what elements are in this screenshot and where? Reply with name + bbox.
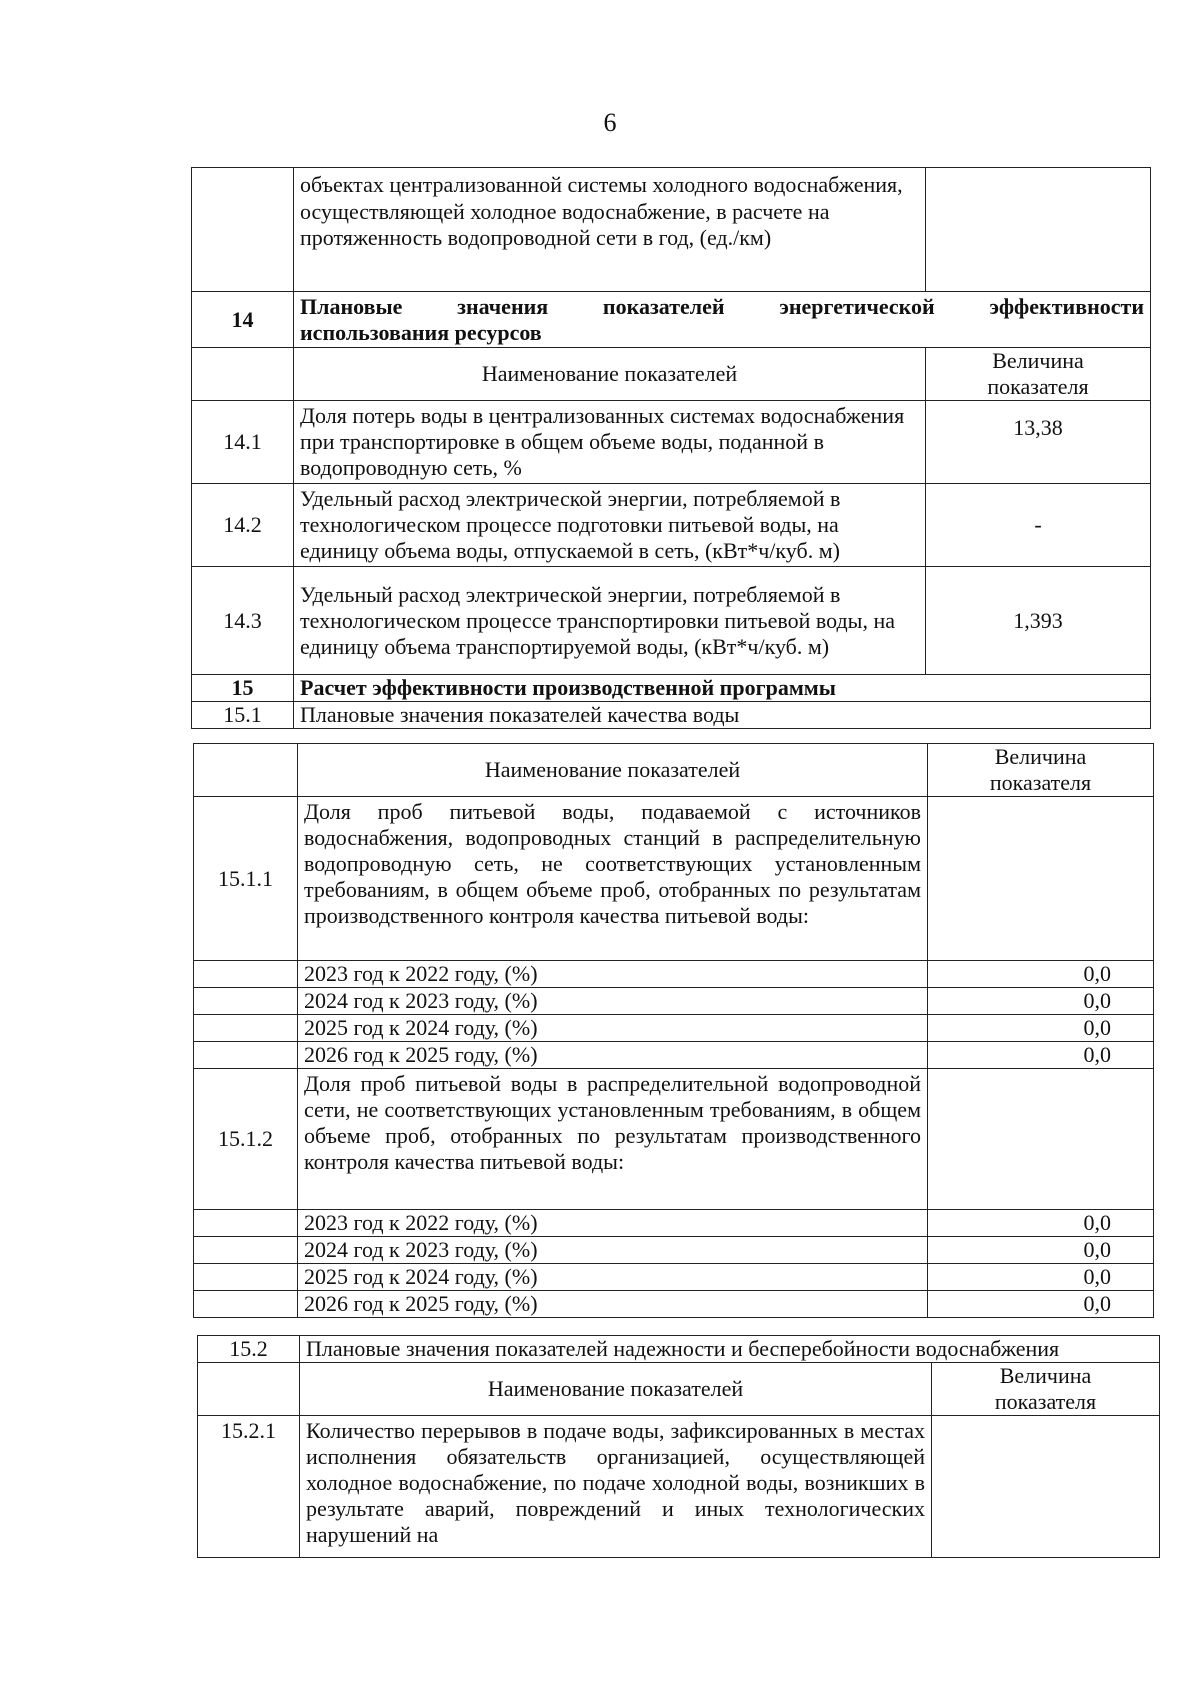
table-row <box>192 168 1151 292</box>
section-number: 14 <box>192 292 294 348</box>
subsection-15-1-row <box>192 702 1151 729</box>
year-number-cell <box>194 1015 298 1042</box>
table-row <box>192 401 1151 484</box>
header-name: Наименование показателей <box>294 348 926 401</box>
row-text: Доля проб питьевой воды, подаваемой с источников водоснабжения, водопроводных станций в распределительную водопроводную сеть, не соответствующих установленным требованиям, в общем объеме проб, отобранных по результатам производственного контроля качества питьевой воды: <box>298 797 928 961</box>
header-name: Наименование показателей <box>300 1363 932 1416</box>
table-row <box>198 1416 1160 1558</box>
table-row <box>192 567 1151 675</box>
year-number-cell <box>194 1291 298 1318</box>
year-row <box>194 1291 1154 1318</box>
year-row <box>194 961 1154 988</box>
header-row <box>198 1363 1160 1416</box>
row-value-cell <box>926 168 1151 292</box>
year-label: 2025 год к 2024 году, (%) <box>298 1264 928 1291</box>
section-14-row <box>192 292 1151 348</box>
year-label: 2024 год к 2023 году, (%) <box>298 988 928 1015</box>
table-row <box>194 797 1154 961</box>
row-number: 15.1.2 <box>194 1069 298 1210</box>
row-text: Удельный расход электрической энергии, потребляемой в технологическом процессе подготовки питьевой воды, на единицу объема воды, отпускаемой в сеть, (кВт*ч/куб. м) <box>294 484 926 567</box>
year-number-cell <box>194 961 298 988</box>
year-row <box>194 1042 1154 1069</box>
header-number-cell <box>194 744 298 797</box>
header-name: Наименование показателей <box>298 744 928 797</box>
year-label: 2026 год к 2025 году, (%) <box>298 1291 928 1318</box>
row-value: 1,393 <box>926 567 1151 675</box>
header-number-cell <box>192 348 294 401</box>
header-row <box>194 744 1154 797</box>
row-value-cell <box>928 1069 1154 1210</box>
header-number-cell <box>198 1363 300 1416</box>
row-number: 15.2.1 <box>198 1416 300 1558</box>
indicators-table-part-3 <box>197 1335 1160 1558</box>
table-row <box>194 1069 1154 1210</box>
section-title-line-2: использования ресурсов <box>300 319 542 345</box>
year-value: 0,0 <box>928 988 1154 1015</box>
year-value: 0,0 <box>928 1291 1154 1318</box>
header-value: Величина показателя <box>932 1363 1160 1416</box>
section-title: Расчет эффективности производственной программы <box>294 675 1151 702</box>
year-number-cell <box>194 1042 298 1069</box>
year-label: 2023 год к 2022 году, (%) <box>298 1210 928 1237</box>
indicators-table-part-1 <box>191 167 1151 729</box>
year-row <box>194 1210 1154 1237</box>
header-row <box>192 348 1151 401</box>
subsection-number: 15.2 <box>198 1336 300 1363</box>
year-value: 0,0 <box>928 1042 1154 1069</box>
row-number: 15.1.1 <box>194 797 298 961</box>
year-row <box>194 988 1154 1015</box>
year-value: 0,0 <box>928 1264 1154 1291</box>
section-title-line-1: Плановые значения показателей энергетической эффективности <box>300 293 1144 319</box>
year-number-cell <box>194 988 298 1015</box>
subsection-title: Плановые значения показателей надежности и бесперебойности водоснабжения <box>300 1336 1160 1363</box>
year-value: 0,0 <box>928 1237 1154 1264</box>
year-label: 2023 год к 2022 году, (%) <box>298 961 928 988</box>
row-number-cell <box>192 168 294 292</box>
table-row <box>192 484 1151 567</box>
row-text: Доля потерь воды в централизованных системах водоснабжения при транспортировке в общем объеме воды, поданной в водопроводную сеть, % <box>294 401 926 484</box>
subsection-title: Плановые значения показателей качества воды <box>294 702 1151 729</box>
header-value: Величина показателя <box>926 348 1151 401</box>
header-value: Величина показателя <box>928 744 1154 797</box>
row-text: Доля проб питьевой воды в распределительной водопроводной сети, не соответствующих установленным требованиям, в общем объеме проб, отобранных по результатам производственного контроля качества питьевой воды: <box>298 1069 928 1210</box>
row-value-cell <box>932 1416 1160 1558</box>
row-text: Удельный расход электрической энергии, потребляемой в технологическом процессе транспортировки питьевой воды, на единицу объема транспортируемой воды, (кВт*ч/куб. м) <box>294 567 926 675</box>
section-number: 15 <box>192 675 294 702</box>
row-number: 14.2 <box>192 484 294 567</box>
row-text: Количество перерывов в подаче воды, зафиксированных в местах исполнения обязательств организацией, осуществляющей холодное водоснабжение, по подаче холодной воды, возникших в результате аварий, повреждений и иных технологических нарушений на <box>300 1416 932 1558</box>
year-number-cell <box>194 1264 298 1291</box>
row-number: 14.3 <box>192 567 294 675</box>
year-label: 2025 год к 2024 году, (%) <box>298 1015 928 1042</box>
page-number: 6 <box>603 108 617 137</box>
year-row <box>194 1237 1154 1264</box>
row-value-cell <box>928 797 1154 961</box>
row-value: - <box>926 484 1151 567</box>
year-row <box>194 1264 1154 1291</box>
year-value: 0,0 <box>928 961 1154 988</box>
year-row <box>194 1015 1154 1042</box>
year-value: 0,0 <box>928 1015 1154 1042</box>
row-text-cell: объектах централизованной системы холодного водоснабжения, осуществляющей холодное водоснабжение, в расчете на протяженность водопроводной сети в год, (ед./км) <box>294 168 926 292</box>
year-label: 2024 год к 2023 году, (%) <box>298 1237 928 1264</box>
year-value: 0,0 <box>928 1210 1154 1237</box>
year-number-cell <box>194 1237 298 1264</box>
subsection-15-2-row <box>198 1336 1160 1363</box>
section-title <box>294 292 1151 348</box>
subsection-number: 15.1 <box>192 702 294 729</box>
section-15-row <box>192 675 1151 702</box>
indicators-table-part-2 <box>193 743 1154 1318</box>
year-number-cell <box>194 1210 298 1237</box>
row-value: 13,38 <box>926 401 1151 484</box>
year-label: 2026 год к 2025 году, (%) <box>298 1042 928 1069</box>
row-number: 14.1 <box>192 401 294 484</box>
